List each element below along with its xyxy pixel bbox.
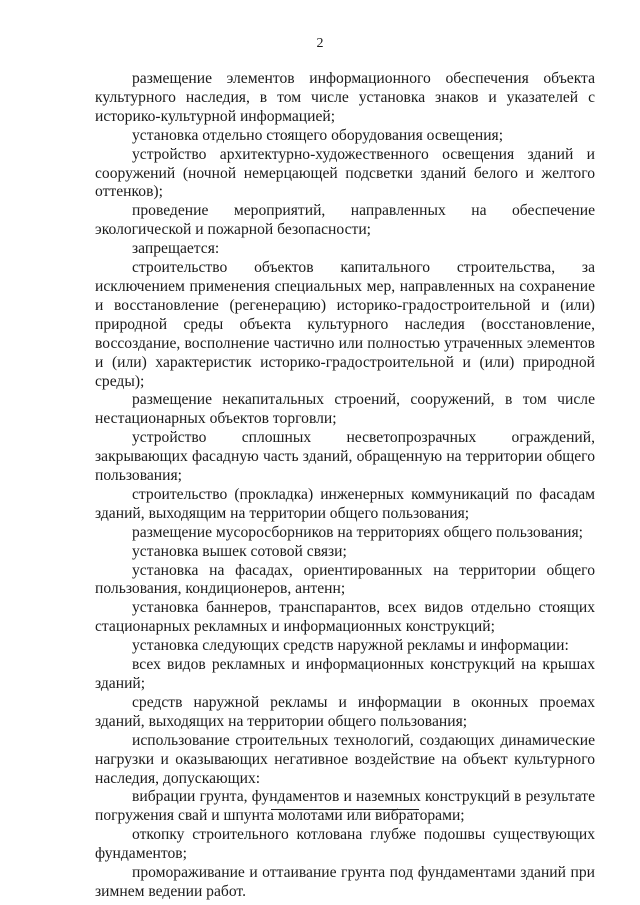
- paragraph: установка баннеров, транспарантов, всех видов отдельно стоящих стационарных рекламных и информационных конструкций;: [95, 599, 595, 636]
- paragraph: откопку строительного котлована глубже подошвы существующих фундаментов;: [95, 826, 595, 863]
- paragraph: размещение мусоросборников на территориях общего пользования;: [132, 523, 584, 541]
- paragraph: вибрации грунта, фундаментов и наземных конструкций в результате погружения свай и шпунта молотами или вибраторами;: [95, 788, 595, 825]
- paragraph: устройство архитектурно-художественного освещения зданий и сооружений (ночной немерцающей подсветки зданий белого и желтого оттенков);: [95, 145, 595, 201]
- document-body: [95, 70, 595, 902]
- paragraph: средств наружной рекламы и информации в оконных проемах зданий, выходящих на территории общего пользования;: [95, 693, 595, 730]
- paragraph: всех видов рекламных и информационных конструкций на крышах зданий;: [95, 656, 595, 692]
- paragraph: проведение мероприятий, направленных на обеспечение экологической и пожарной безопасности;: [95, 202, 595, 239]
- paragraph: установка вышек сотовой связи;: [132, 542, 347, 560]
- paragraph: размещение некапитальных строений, сооружений, в том числе нестационарных объектов торговли;: [95, 391, 595, 428]
- paragraph: установка на фасадах, ориентированных на территории общего пользования, кондиционеров, антенн;: [95, 561, 595, 598]
- paragraph: устройство сплошных несветопрозрачных ограждений, закрывающих фасадную часть зданий, обращенную на территории общего пользования;: [95, 429, 595, 485]
- paragraph-heading-prohibited: запрещается:: [132, 240, 220, 258]
- paragraph: установка следующих средств наружной рекламы и информации:: [132, 637, 569, 655]
- separator-line: [271, 809, 419, 810]
- paragraph: строительство (прокладка) инженерных коммуникаций по фасадам зданий, выходящим на территории общего пользования;: [95, 485, 595, 522]
- paragraph: использование строительных технологий, создающих динамические нагрузки и оказывающих негативное воздействие на объект культурного наследия, допускающих:: [95, 731, 595, 787]
- paragraph: строительство объектов капитального строительства, за исключением применения специальных мер, направленных на сохранение и восстановление (регенерацию) историко-градостроительной и (или) природной среды объекта культурного наследия (восстановление, воссоздание, восполнение частично или полностью утраченных элементов и (или) характеристик историко-градостроительной и (или) природной среды);: [95, 259, 595, 390]
- paragraph: установка отдельно стоящего оборудования освещения;: [132, 126, 504, 144]
- page-number: 2: [316, 36, 324, 51]
- paragraph: размещение элементов информационного обеспечения объекта культурного наследия, в том числе установка знаков и указателей с историко-культурной информацией;: [95, 70, 595, 125]
- paragraph: промораживание и оттаивание грунта под фундаментами зданий при зимнем ведении работ.: [95, 864, 595, 900]
